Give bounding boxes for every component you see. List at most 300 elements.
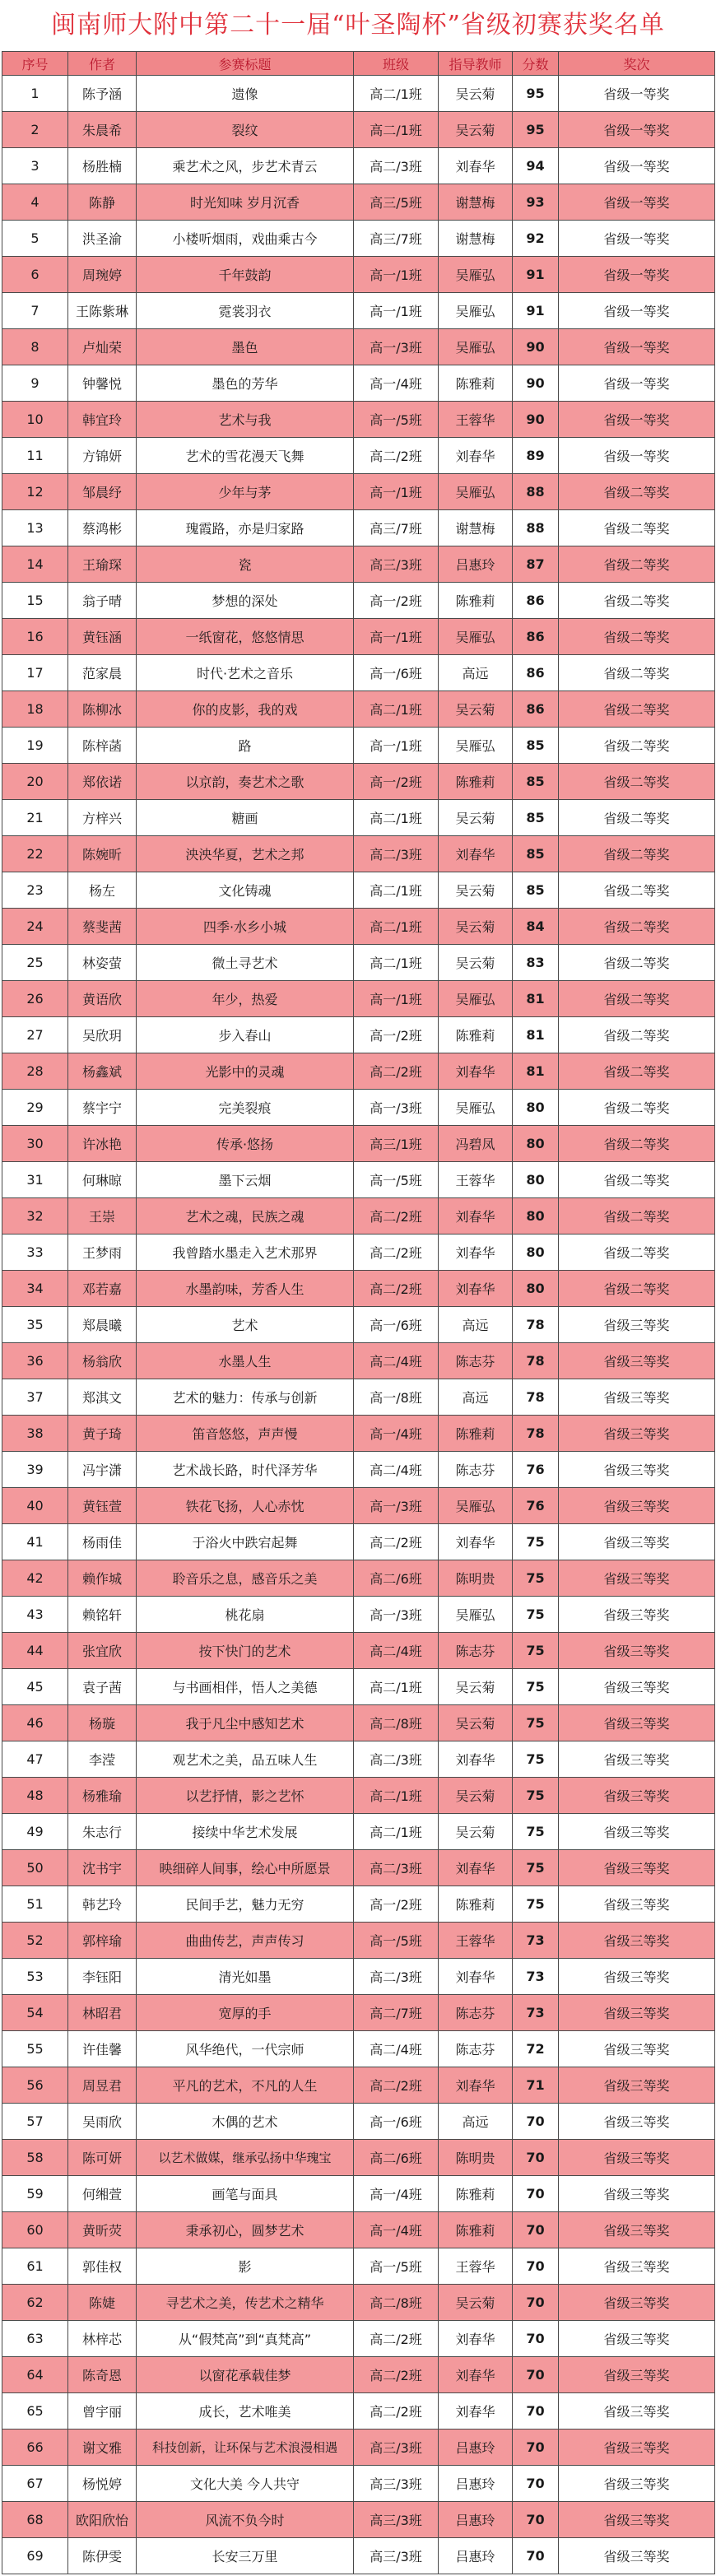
cell-class: 高一/3班: [354, 329, 439, 365]
cell-score: 76: [513, 1488, 559, 1524]
cell-teacher: 王蓉华: [439, 402, 513, 438]
table-row: [2, 691, 715, 728]
cell-teacher: 吕惠玲: [439, 2466, 513, 2502]
cell-class: 高二/1班: [354, 945, 439, 981]
cell-entry-title: 光影中的灵魂: [137, 1053, 354, 1090]
header-row: [2, 52, 715, 76]
cell-teacher: 刘春华: [439, 2357, 513, 2393]
cell-number: 11: [2, 438, 68, 474]
cell-score: 75: [513, 1741, 559, 1778]
cell-class: 高二/2班: [354, 2357, 439, 2393]
cell-award: 省级三等奖: [559, 1524, 715, 1560]
cell-score: 81: [513, 1053, 559, 1090]
cell-teacher: 陈明贵: [439, 2140, 513, 2176]
cell-number: 43: [2, 1597, 68, 1633]
cell-number: 1: [2, 76, 68, 112]
cell-author: 黄语欣: [68, 981, 137, 1017]
table-row: [2, 293, 715, 329]
cell-award: 省级三等奖: [559, 1307, 715, 1343]
cell-author: 范家晨: [68, 655, 137, 691]
cell-number: 62: [2, 2285, 68, 2321]
cell-class: 高一/1班: [354, 619, 439, 655]
cell-class: 高二/2班: [354, 1271, 439, 1307]
table-header: [2, 52, 715, 76]
cell-entry-title: 铁花飞扬，人心赤忱: [137, 1488, 354, 1524]
cell-author: 韩艺玲: [68, 1886, 137, 1923]
cell-number: 58: [2, 2140, 68, 2176]
table-row: [2, 112, 715, 148]
cell-class: 高一/5班: [354, 2248, 439, 2285]
cell-score: 86: [513, 691, 559, 728]
cell-award: 省级二等奖: [559, 474, 715, 510]
table-row: [2, 365, 715, 402]
cell-number: 25: [2, 945, 68, 981]
cell-teacher: 吕惠玲: [439, 2430, 513, 2466]
cell-class: 高一/1班: [354, 474, 439, 510]
cell-author: 郭梓瑜: [68, 1923, 137, 1959]
table-row: [2, 1488, 715, 1524]
award-table: [2, 51, 715, 2574]
cell-score: 70: [513, 2285, 559, 2321]
cell-score: 90: [513, 402, 559, 438]
cell-class: 高二/1班: [354, 1669, 439, 1705]
cell-number: 65: [2, 2393, 68, 2430]
cell-author: 陈伊雯: [68, 2538, 137, 2574]
cell-award: 省级三等奖: [559, 2538, 715, 2574]
cell-award: 省级三等奖: [559, 2430, 715, 2466]
cell-entry-title: 风华绝代，一代宗师: [137, 2031, 354, 2067]
cell-author: 郑晨曦: [68, 1307, 137, 1343]
cell-teacher: 陈志芬: [439, 2031, 513, 2067]
cell-entry-title: 霓裳羽衣: [137, 293, 354, 329]
cell-teacher: 陈明贵: [439, 1560, 513, 1597]
cell-award: 省级一等奖: [559, 221, 715, 257]
cell-author: 赖铭轩: [68, 1597, 137, 1633]
cell-entry-title: 微土寻艺术: [137, 945, 354, 981]
header-entry-title: 参赛标题: [137, 52, 354, 76]
cell-award: 省级一等奖: [559, 293, 715, 329]
cell-teacher: 刘春华: [439, 1959, 513, 1995]
cell-award: 省级一等奖: [559, 329, 715, 365]
cell-teacher: 冯碧凤: [439, 1126, 513, 1162]
cell-class: 高一/4班: [354, 2176, 439, 2212]
cell-award: 省级一等奖: [559, 76, 715, 112]
cell-author: 陈柳冰: [68, 691, 137, 728]
cell-class: 高一/1班: [354, 981, 439, 1017]
cell-teacher: 吴云菊: [439, 1669, 513, 1705]
header-number: 序号: [2, 52, 68, 76]
cell-author: 陈梓菡: [68, 728, 137, 764]
cell-entry-title: 时光知味 岁月沉香: [137, 184, 354, 221]
cell-number: 20: [2, 764, 68, 800]
table-row: [2, 1850, 715, 1886]
cell-entry-title: 瑰霞路，亦是归家路: [137, 510, 354, 546]
table-row: [2, 1597, 715, 1633]
cell-author: 陈婉昕: [68, 836, 137, 872]
cell-award: 省级二等奖: [559, 728, 715, 764]
cell-author: 杨胜楠: [68, 148, 137, 184]
cell-class: 高二/2班: [354, 1524, 439, 1560]
table-row: [2, 2176, 715, 2212]
cell-score: 72: [513, 2031, 559, 2067]
cell-number: 60: [2, 2212, 68, 2248]
cell-score: 83: [513, 945, 559, 981]
cell-award: 省级一等奖: [559, 112, 715, 148]
cell-author: 张宜欣: [68, 1633, 137, 1669]
cell-teacher: 吴雁弘: [439, 1090, 513, 1126]
cell-score: 70: [513, 2140, 559, 2176]
cell-number: 3: [2, 148, 68, 184]
cell-score: 80: [513, 1090, 559, 1126]
cell-author: 蔡鸿彬: [68, 510, 137, 546]
cell-award: 省级三等奖: [559, 1850, 715, 1886]
cell-entry-title: 接续中华艺术发展: [137, 1814, 354, 1850]
table-row: [2, 402, 715, 438]
cell-class: 高一/2班: [354, 1886, 439, 1923]
table-row: [2, 148, 715, 184]
cell-author: 邓若嘉: [68, 1271, 137, 1307]
cell-entry-title: 民间手艺，魅力无穷: [137, 1886, 354, 1923]
page-title: 闽南师大附中第二十一届“叶圣陶杯”省级初赛获奖名单: [51, 11, 665, 40]
cell-award: 省级三等奖: [559, 2212, 715, 2248]
table-row: [2, 1669, 715, 1705]
cell-entry-title: 糖画: [137, 800, 354, 836]
cell-author: 蔡斐茜: [68, 909, 137, 945]
cell-teacher: 刘春华: [439, 1850, 513, 1886]
cell-number: 56: [2, 2067, 68, 2104]
cell-number: 19: [2, 728, 68, 764]
cell-author: 黄昕荧: [68, 2212, 137, 2248]
cell-score: 75: [513, 1560, 559, 1597]
cell-teacher: 高远: [439, 655, 513, 691]
cell-score: 75: [513, 1524, 559, 1560]
cell-score: 70: [513, 2502, 559, 2538]
cell-entry-title: 从“假梵高”到“真梵高”: [137, 2321, 354, 2357]
cell-entry-title: 一纸窗花，悠悠情思: [137, 619, 354, 655]
cell-award: 省级二等奖: [559, 510, 715, 546]
cell-number: 55: [2, 2031, 68, 2067]
table-row: [2, 1053, 715, 1090]
cell-class: 高二/4班: [354, 1633, 439, 1669]
table-row: [2, 1995, 715, 2031]
table-row: [2, 1343, 715, 1379]
cell-class: 高二/7班: [354, 1995, 439, 2031]
cell-author: 林姿萤: [68, 945, 137, 981]
cell-class: 高二/3班: [354, 1741, 439, 1778]
table-row: [2, 1017, 715, 1053]
cell-number: 22: [2, 836, 68, 872]
cell-author: 王瑜琛: [68, 546, 137, 583]
cell-author: 蔡宇宁: [68, 1090, 137, 1126]
cell-class: 高二/2班: [354, 2067, 439, 2104]
table-row: [2, 800, 715, 836]
cell-teacher: 陈雅莉: [439, 583, 513, 619]
cell-class: 高一/6班: [354, 2104, 439, 2140]
cell-author: 杨雨佳: [68, 1524, 137, 1560]
cell-entry-title: 你的皮影，我的戏: [137, 691, 354, 728]
cell-award: 省级三等奖: [559, 1669, 715, 1705]
cell-author: 袁子茜: [68, 1669, 137, 1705]
table-row: [2, 2212, 715, 2248]
table-row: [2, 836, 715, 872]
cell-score: 70: [513, 2538, 559, 2574]
cell-entry-title: 我曾踏水墨走入艺术那界: [137, 1235, 354, 1271]
cell-teacher: 刘春华: [439, 1741, 513, 1778]
cell-class: 高二/1班: [354, 76, 439, 112]
cell-score: 70: [513, 2321, 559, 2357]
table-row: [2, 2285, 715, 2321]
cell-author: 洪圣渝: [68, 221, 137, 257]
cell-class: 高二/4班: [354, 1452, 439, 1488]
cell-score: 86: [513, 619, 559, 655]
cell-class: 高一/4班: [354, 365, 439, 402]
cell-award: 省级三等奖: [559, 2502, 715, 2538]
table-row: [2, 2248, 715, 2285]
cell-number: 7: [2, 293, 68, 329]
cell-score: 95: [513, 76, 559, 112]
table-row: [2, 945, 715, 981]
cell-author: 陈予涵: [68, 76, 137, 112]
cell-score: 70: [513, 2357, 559, 2393]
cell-entry-title: 艺术的雪花漫天飞舞: [137, 438, 354, 474]
cell-author: 许冰艳: [68, 1126, 137, 1162]
cell-entry-title: 寻艺术之美，传艺术之精华: [137, 2285, 354, 2321]
cell-number: 24: [2, 909, 68, 945]
table-row: [2, 1198, 715, 1235]
cell-entry-title: 艺术之魂，民族之魂: [137, 1198, 354, 1235]
cell-number: 42: [2, 1560, 68, 1597]
cell-author: 谢文雅: [68, 2430, 137, 2466]
cell-class: 高一/3班: [354, 1488, 439, 1524]
cell-class: 高一/2班: [354, 583, 439, 619]
cell-score: 80: [513, 1198, 559, 1235]
cell-entry-title: 梦想的深处: [137, 583, 354, 619]
cell-class: 高二/3班: [354, 1850, 439, 1886]
cell-score: 81: [513, 1017, 559, 1053]
cell-score: 85: [513, 872, 559, 909]
cell-entry-title: 少年与茅: [137, 474, 354, 510]
cell-teacher: 刘春华: [439, 148, 513, 184]
cell-class: 高三/1班: [354, 1126, 439, 1162]
cell-class: 高一/8班: [354, 1379, 439, 1416]
cell-class: 高二/2班: [354, 438, 439, 474]
cell-number: 6: [2, 257, 68, 293]
cell-score: 86: [513, 655, 559, 691]
cell-entry-title: 乘艺术之风，步艺术青云: [137, 148, 354, 184]
cell-number: 4: [2, 184, 68, 221]
cell-award: 省级一等奖: [559, 184, 715, 221]
cell-class: 高二/1班: [354, 800, 439, 836]
cell-entry-title: 时代·艺术之音乐: [137, 655, 354, 691]
cell-score: 73: [513, 1959, 559, 1995]
cell-entry-title: 影: [137, 2248, 354, 2285]
table-row: [2, 764, 715, 800]
cell-teacher: 吕惠玲: [439, 2538, 513, 2574]
cell-class: 高三/3班: [354, 2538, 439, 2574]
cell-teacher: 吴雁弘: [439, 474, 513, 510]
cell-class: 高一/2班: [354, 1017, 439, 1053]
cell-class: 高二/2班: [354, 1235, 439, 1271]
cell-number: 26: [2, 981, 68, 1017]
cell-number: 59: [2, 2176, 68, 2212]
cell-number: 36: [2, 1343, 68, 1379]
cell-entry-title: 与书画相伴，悟人之美德: [137, 1669, 354, 1705]
cell-score: 90: [513, 365, 559, 402]
cell-award: 省级二等奖: [559, 872, 715, 909]
cell-entry-title: 画笔与面具: [137, 2176, 354, 2212]
table-row: [2, 1126, 715, 1162]
cell-entry-title: 水墨人生: [137, 1343, 354, 1379]
cell-score: 75: [513, 1778, 559, 1814]
cell-entry-title: 步入春山: [137, 1017, 354, 1053]
header-score: 分数: [513, 52, 559, 76]
cell-award: 省级一等奖: [559, 365, 715, 402]
cell-number: 12: [2, 474, 68, 510]
cell-number: 39: [2, 1452, 68, 1488]
cell-score: 70: [513, 2393, 559, 2430]
cell-teacher: 陈雅莉: [439, 764, 513, 800]
cell-score: 85: [513, 764, 559, 800]
cell-author: 李滢: [68, 1741, 137, 1778]
table-row: [2, 619, 715, 655]
cell-author: 王崇: [68, 1198, 137, 1235]
cell-number: 28: [2, 1053, 68, 1090]
table-row: [2, 1633, 715, 1669]
table-row: [2, 510, 715, 546]
cell-score: 70: [513, 2466, 559, 2502]
cell-entry-title: 文化大美 今人共守: [137, 2466, 354, 2502]
cell-number: 21: [2, 800, 68, 836]
cell-award: 省级二等奖: [559, 655, 715, 691]
table-row: [2, 438, 715, 474]
cell-number: 46: [2, 1705, 68, 1741]
cell-class: 高二/2班: [354, 2321, 439, 2357]
cell-teacher: 吴雁弘: [439, 981, 513, 1017]
cell-class: 高二/1班: [354, 1778, 439, 1814]
table-row: [2, 1090, 715, 1126]
cell-score: 76: [513, 1452, 559, 1488]
cell-score: 70: [513, 2430, 559, 2466]
cell-entry-title: 遗像: [137, 76, 354, 112]
cell-teacher: 吴云菊: [439, 1778, 513, 1814]
cell-award: 省级三等奖: [559, 2140, 715, 2176]
cell-author: 郑依诺: [68, 764, 137, 800]
cell-entry-title: 小楼听烟雨，戏曲乘古今: [137, 221, 354, 257]
cell-award: 省级三等奖: [559, 1343, 715, 1379]
cell-number: 64: [2, 2357, 68, 2393]
table-row: [2, 2393, 715, 2430]
cell-entry-title: 千年鼓韵: [137, 257, 354, 293]
cell-class: 高三/3班: [354, 2430, 439, 2466]
cell-number: 57: [2, 2104, 68, 2140]
cell-author: 钟馨悦: [68, 365, 137, 402]
cell-number: 13: [2, 510, 68, 546]
award-list-sheet: [2, 0, 714, 2574]
cell-entry-title: 以京韵，奏艺术之歌: [137, 764, 354, 800]
cell-teacher: 陈志芬: [439, 1343, 513, 1379]
cell-teacher: 吴雁弘: [439, 329, 513, 365]
cell-author: 翁子晴: [68, 583, 137, 619]
cell-score: 78: [513, 1379, 559, 1416]
header-class: 班级: [354, 52, 439, 76]
cell-number: 32: [2, 1198, 68, 1235]
cell-score: 80: [513, 1162, 559, 1198]
cell-award: 省级三等奖: [559, 2466, 715, 2502]
cell-number: 16: [2, 619, 68, 655]
cell-award: 省级三等奖: [559, 1452, 715, 1488]
table-row: [2, 257, 715, 293]
cell-class: 高二/1班: [354, 112, 439, 148]
cell-entry-title: 艺术: [137, 1307, 354, 1343]
cell-number: 30: [2, 1126, 68, 1162]
cell-class: 高三/3班: [354, 2502, 439, 2538]
cell-teacher: 吴云菊: [439, 112, 513, 148]
table-row: [2, 872, 715, 909]
cell-class: 高二/3班: [354, 1959, 439, 1995]
cell-award: 省级三等奖: [559, 1416, 715, 1452]
table-row: [2, 655, 715, 691]
cell-number: 69: [2, 2538, 68, 2574]
cell-entry-title: 桃花扇: [137, 1597, 354, 1633]
cell-entry-title: 墨色: [137, 329, 354, 365]
cell-class: 高一/1班: [354, 293, 439, 329]
cell-score: 70: [513, 2176, 559, 2212]
cell-teacher: 吴云菊: [439, 909, 513, 945]
cell-author: 杨鑫斌: [68, 1053, 137, 1090]
table-row: [2, 1778, 715, 1814]
cell-award: 省级二等奖: [559, 836, 715, 872]
cell-award: 省级二等奖: [559, 1126, 715, 1162]
cell-score: 75: [513, 1886, 559, 1923]
cell-entry-title: 清光如墨: [137, 1959, 354, 1995]
cell-number: 9: [2, 365, 68, 402]
cell-class: 高二/1班: [354, 691, 439, 728]
cell-score: 91: [513, 257, 559, 293]
cell-author: 林梓芯: [68, 2321, 137, 2357]
cell-score: 75: [513, 1633, 559, 1669]
cell-award: 省级二等奖: [559, 1198, 715, 1235]
cell-number: 23: [2, 872, 68, 909]
cell-number: 48: [2, 1778, 68, 1814]
cell-teacher: 陈雅莉: [439, 365, 513, 402]
cell-teacher: 陈志芬: [439, 1633, 513, 1669]
cell-teacher: 刘春华: [439, 2393, 513, 2430]
table-row: [2, 329, 715, 365]
cell-class: 高二/2班: [354, 1053, 439, 1090]
table-row: [2, 2140, 715, 2176]
cell-entry-title: 曲曲传艺，声声传习: [137, 1923, 354, 1959]
cell-teacher: 吴云菊: [439, 76, 513, 112]
cell-author: 朱志行: [68, 1814, 137, 1850]
cell-score: 78: [513, 1343, 559, 1379]
cell-class: 高一/4班: [354, 2212, 439, 2248]
table-row: [2, 981, 715, 1017]
cell-entry-title: 传承·悠扬: [137, 1126, 354, 1162]
cell-class: 高二/3班: [354, 836, 439, 872]
cell-score: 86: [513, 583, 559, 619]
cell-teacher: 刘春华: [439, 1524, 513, 1560]
cell-teacher: 陈雅莉: [439, 2176, 513, 2212]
cell-number: 31: [2, 1162, 68, 1198]
cell-author: 王梦雨: [68, 1235, 137, 1271]
cell-teacher: 王蓉华: [439, 2248, 513, 2285]
table-row: [2, 2321, 715, 2357]
table-row: [2, 1705, 715, 1741]
cell-teacher: 吴云菊: [439, 945, 513, 981]
cell-author: 黄钰萱: [68, 1488, 137, 1524]
cell-teacher: 陈雅莉: [439, 1017, 513, 1053]
cell-number: 41: [2, 1524, 68, 1560]
